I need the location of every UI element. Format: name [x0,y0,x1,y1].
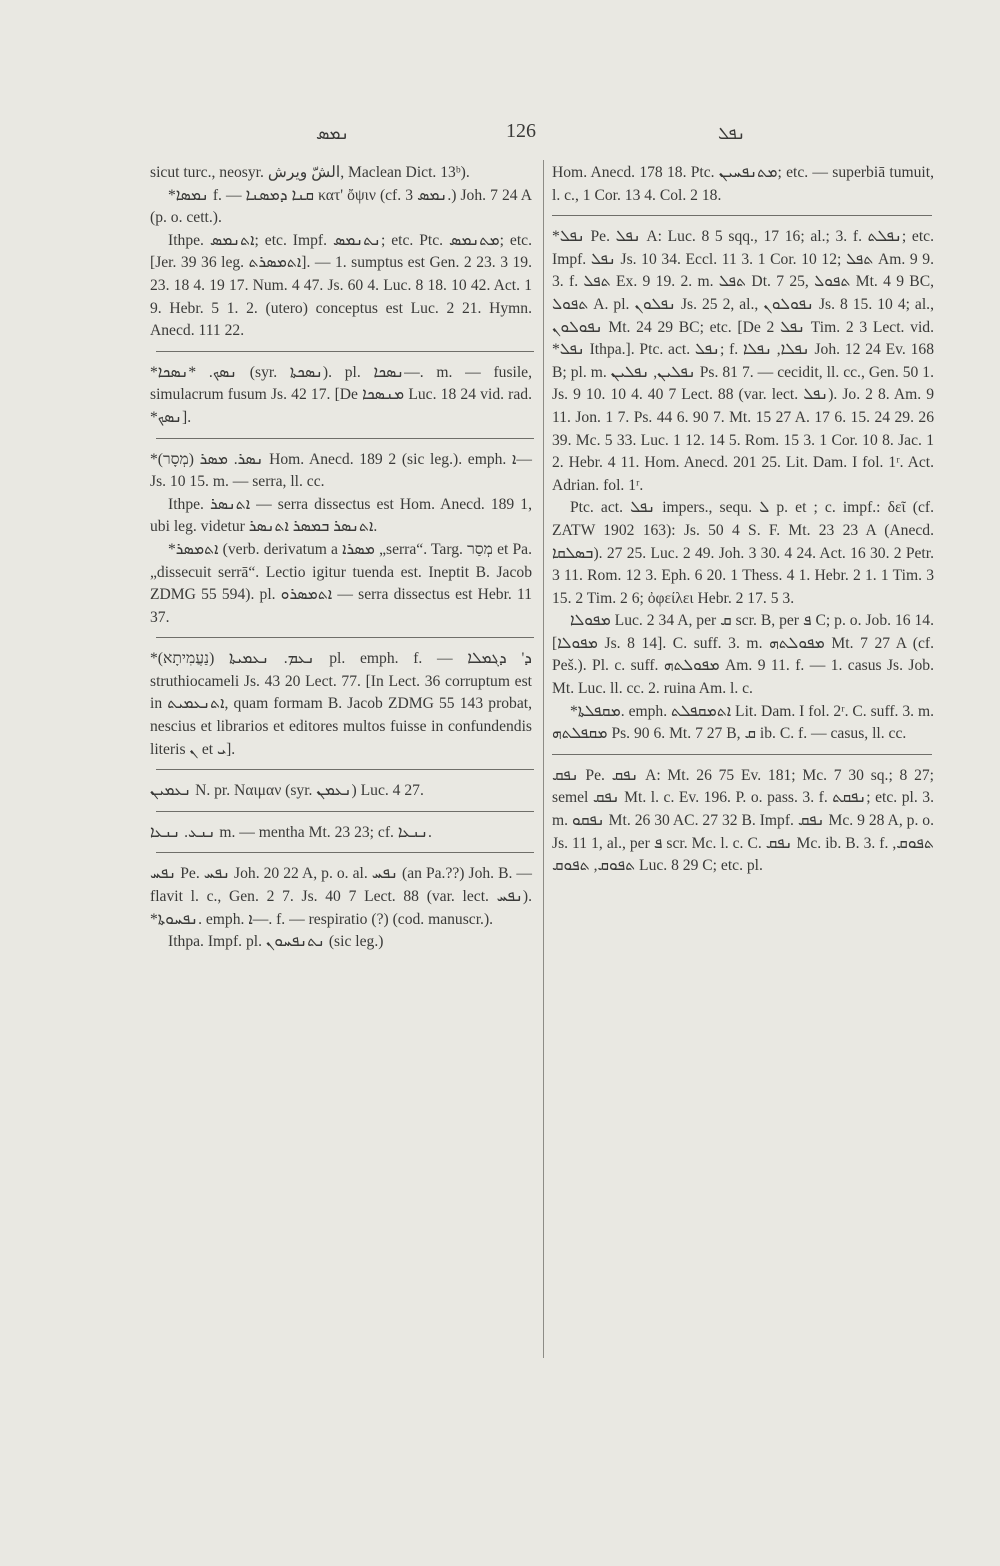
left-column [150,162,532,960]
entry-text: *ܢܣܪ. ܡܣܪ (מְסָר) Hom. Anecd. 189 2 (sic leg.). emph. ܐ— Js. 10 15. m. — serra, ll. cc. [150,450,533,491]
entry [150,362,532,430]
entry-text: *ܢܦܠ Pe. ܢܦܠ A: Luc. 8 5 sqq., 17 16; al.; 3. f. ܢܦܠܬ; etc. Impf. ܢܦܠ Js. 10 34. Eccl. 11 3. 1 Cor. 10 12; ܬܦܠ Am. 9 9. 3. f. ܬܦܠ Ex. 9 19. 2. m. ܬܦܠ Dt. 7 25, ܬܦܘܠ Mt. 4 9 BC, ܬܦܘܠ A. pl. ܢܦܠܘܢ Js. 25 2, al., ܢܦܘܠܘܢ Js. 8 15. 10 4; al., ܢܦܘܠܘܢ Mt. 24 29 BC; etc. [De ܢܦܠ 2 Tim. 2 3 Lect. vid. *ܢܦܠ Ithpa.]. Ptc. act. ܢܦܠ; f. ܢܦܠܐ, ܢܦܠܐ Joh. 12 24 Ev. 168 B; pl. m. ܢܦܠܝܢ, ܢܦܠܝܢ Ps. 81 7. — cecidit, ll. cc., Gen. 50 1. Js. 9 10. 10 4. 40 7 Lect. 88 (var. lect. ܢܦܠ). Jo. 2 8. Am. 9 11. Jon. 1 7. Ps. 44 6. 90 7. Mt. 15 27 A. 17 6. 15. 24 29. 26 39. Mc. 5 33. Luc. 1 12. 14 5. Rom. 15 3. 1 Cor. 10 8. Jac. 1 2. Hebr. 4 11. Hom. Anecd. 201 25. Lit. Dam. I fol. 1ʳ. Act. Adrian. fol. 1ʳ. [552,228,935,494]
entry [552,765,934,878]
header-left-word: ܢܡܣ [316,124,349,144]
entry-text: ܢܦܩ Pe. ܢܦܩ A: Mt. 26 75 Ev. 181; Mc. 7 30 sq.; 8 27; semel ܢܦܩ Mt. l. c. Ev. 196. P. o. pass. 3. f. ܢܦܩܬ; etc. pl. 3. m. ܢܦܩܘ Mt. 26 30 AC. 27 32 B. Impf. ܢܦܩ Mc. 9 28 A, p. o. Js. 11 1, al., per ܦ scr. Mc. l. c. C. ܢܦܩ Mc. ib. B. 3. f. ܬܦܘܩ, ܬܦܘܩ, ܬܦܘܩ Luc. 8 29 C; etc. pl. [552,766,935,875]
entry-text: *ܢܣܟ. *ܢܣܟܐ (syr. ܢܣܟܬܐ). pl. ܢܣܟܐ—. m. — fusile, simulacrum fusum Js. 42 17. [De ܡܢܣܟܐ Luc. 18 24 vid. rad. *ܢܣܟ]. [150,363,532,426]
entry [150,648,532,761]
entry-text: ܢܥܡܝܢ N. pr. Ναιμαν (syr. ܢܥܡܢ) Luc. 4 27. [150,782,424,800]
entry-text: Ptc. act. ܢܦܠ impers., sequ. ܠ p. et ; c. impf.: δεῖ (cf. ZATW 1902 163): Js. 50 4 S. F. Mt. 23 23 A (Anecd. ܒܣܠܩܐ). 25 27. Luc. 2 49. Joh. 3 30. 4 24. Act. 16 30. 2 Petr. 3 11. Rom. 12 3. Eph. 6 20. 1 Thess. 4 1. Hebr. 2 1. 1 Tim. 3 15. 2 Tim. 2 6; ὀφείλει Hebr. 2 17. 5 3. [552,499,934,607]
entry-separator [156,438,534,439]
entry-text: Hom. Anecd. 178 18. Ptc. ܡܬܢܦܚܝܢ; etc. — superbiā tumuit, l. c., 1 Cor. 13 4. Col. 2 18. [552,164,934,204]
entry-text: ܢܦܚ Pe. ܢܦܚ Joh. 20 22 A, p. o. al. ܢܦܚ (an Pa.??) Joh. B. — flavit l. c., Gen. 2 7. Js. 40 7 Lect. 88 (var. lect. ܢܦܚ). *ܢܦܚܘܬܐ. emph. ܐ—. f. — respiratio (?) (cod. manuscr.). [150,865,533,928]
column-divider [543,160,544,1358]
entry-text: Ithpe. ܐܬܢܡܣ; etc. Impf. ܢܬܢܡܣ; etc. Ptc. ܡܬܢܡܣ; etc. [Jer. 39 36 leg. ܐܬܡܣܪܬ]. — 1. sumptus est Gen. 2 23. 3 19. 23. 18 4. 19 17. Num. 4 47. Js. 60 4. Luc. 8 18. 10 42. Act. 1 9. Hebr. 5 1. 2. (utero) conceptus est Luc. 2 21. Hymn. Anecd. 111 22. [150,231,533,340]
entry [150,780,532,803]
running-header [148,120,940,150]
entry [150,162,532,343]
entry [150,449,532,630]
entry-text: ܢܢܥ. ܢܢܥܐ m. — mentha Mt. 23 23; cf. ܢܢܥܐ. [150,823,432,841]
entry [150,822,532,845]
entry-separator [552,215,932,216]
entry-text: *ܐܬܡܣܪ (verb. derivatum a ܡܣܪܐ „serra“. Targ. מְסַר et Pa. „dissecuit serrā“. Lectio igitur tuenda est. Ineptit B. Jacob ZDMG 55 594). pl. ܐܬܡܣܪܘ — serra dissectus est Hebr. 11 37. [150,540,533,626]
right-column [552,162,934,884]
entry [552,162,934,207]
entry-text: Ithpa. Impf. pl. ܢܬܢܦܚܘܢ (sic leg.) [168,933,384,951]
entry-text: *ܢܥܡ. ܢܥܡܝܬܐ (נַעֲמִיתָא) pl. emph. f. — ܕ' ܕܓܡܠܐ struthiocameli Js. 43 20 Lect. 77. [In Lect. 36 corruptum est in ܐܬܢܥܡܝܬ, quam formam B. Jacob ZDMG 55 143 probat, nescius et librarios et editores multos fuisse in confundendis literis ܢ et ܝ]. [150,650,533,758]
entry-separator [552,754,932,755]
header-right-word: ܢܦܠ [718,124,746,144]
entry-text: Ithpe. ܐܬܢܣܪ — serra dissectus est Hom. Anecd. 189 1, ubi leg. videtur ܐܬܢܣܪ ܒܡܣܪ ܐܬܢܣܪ. [150,495,532,536]
entry-text: sicut turc., neosyr. الشّ ويرش, Maclean Dict. 13ᵇ). [150,164,470,181]
entry-separator [156,811,534,812]
entry-text: *ܡܩܦܠܬܐ. emph. ܐܬܡܩܦܠܬ Lit. Dam. I fol. 2ʳ. C. suff. 3. m. ܡܩܦܠܬܗ Ps. 90 6. Mt. 7 27 B, ܩ ib. C. f. — casus, ll. cc. [552,702,934,743]
entry [552,226,934,746]
entry-separator [156,351,534,352]
entry-separator [156,852,534,853]
entry-text: *ܢܡܣܐ f. — ܩܢܐ ܕܡܣܢܐ κατ' ὄψιν (cf. ܢܡܣ 3.) Joh. 7 24 A (p. o. cett.). [150,186,533,227]
page-number: 126 [506,120,536,142]
entry-text: ܡܦܘܠܐ Luc. 2 34 A, per ܩ scr. B, per ܦ C; p. o. Job. 16 14. [ܡܦܘܠܐ Js. 8 14]. C. suff. 3. m. ܡܦܘܠܬܗ Mt. 7 27 A (cf. Peš.). Pl. c. suff. ܡܦܘܠܬܗ Am. 9 11. f. — 1. casus Js. Job. Mt. Luc. ll. cc. 2. ruina Am. l. c. [552,612,934,698]
entry [150,863,532,953]
entry-separator [156,637,534,638]
entry-separator [156,769,534,770]
